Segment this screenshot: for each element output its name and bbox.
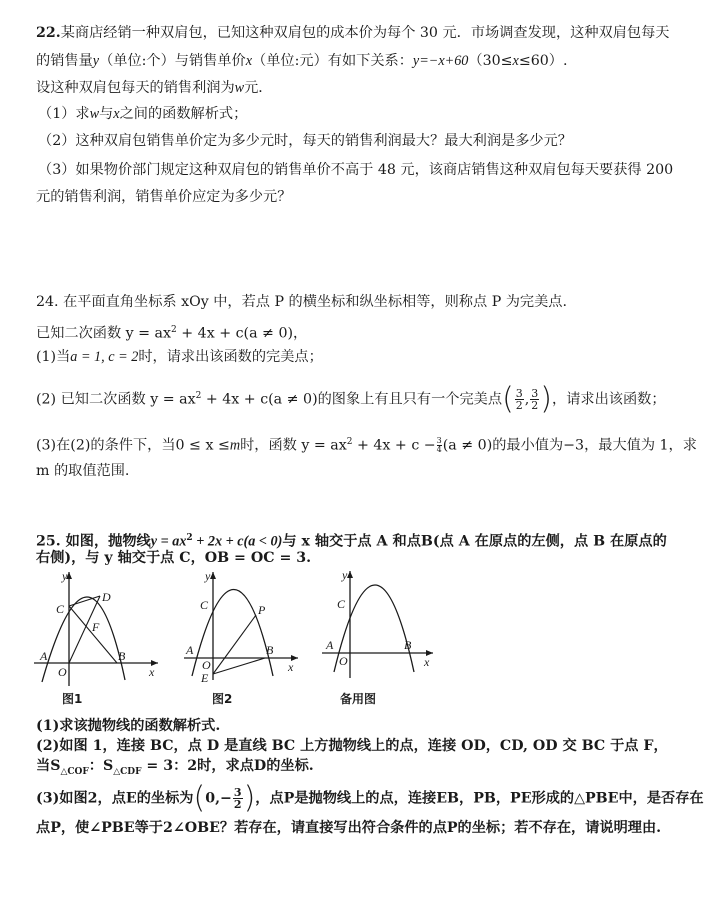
segment-pe (213, 615, 256, 674)
label-c: C (337, 597, 346, 611)
label-o: O (58, 665, 67, 679)
label-b: B (266, 643, 274, 657)
q22-part2: （2）这种双肩包销售单价定为多少元时，每天的销售利润最大？最大利润是多少元？ (38, 133, 572, 149)
label-x: x (288, 660, 294, 674)
label-x: x (424, 655, 430, 669)
left-paren: ( (193, 780, 206, 816)
figure-spare (318, 568, 443, 686)
q22-line3: 设这种双肩包每天的销售利润为w元． (36, 80, 273, 96)
q25-part2-line2: 当$S_{\triangle COF}$：$S_{\triangle CDF} = 3$：2时，求点D的坐标. (36, 758, 314, 777)
q24-part3: (3)在(2)的条件下，当0 ≤ x ≤m时，函数 $y = ax^2 + 4x + c$ − $\frac{3}{4}$ (a ≠ 0)的最小值为−3，最大值为 1，求 (36, 436, 697, 455)
q22-part1: （1）求w与x之间的函数解析式； (38, 106, 248, 122)
q25-line1: 25. 如图，抛物线$y = ax^2 + 2x + c(a < 0)$与 x 轴交于点 A 和点B(点 A 在原点的左侧，点 B 在原点的 (36, 533, 667, 550)
q25-part3-line1: (3)如图2，点E的坐标为(0,− $\frac{3}{2}$ )，点P是抛物线上的点，连接EB，PB，PE形成的△PBE中，是否存在 (36, 780, 704, 816)
q24-part2: (2) 已知二次函数 $y = ax^2 + 4x + c(a \ne 0)$的图象上有且只有一个完美点( $\frac{3}{2}$ , $\frac{3}{2}$ )，请求出该函数； (36, 381, 666, 417)
q22-part3-line2: 元的销售利润，销售单价应定为多少元？ (36, 189, 292, 205)
q22-number: 22. (36, 25, 61, 41)
q25-line2: 右侧)，与 y 轴交于点 C，OB = OC = 3. (36, 550, 312, 566)
q24-line1: 24. 在平面直角坐标系 xOy 中，若点 P 的横坐标和纵坐标相等，则称点 P 为完美点. (36, 294, 568, 310)
q24-part1: (1)当a = 1, c = 2时，请求出该函数的完美点； (36, 349, 323, 365)
label-a: A (186, 643, 194, 657)
q22-part3-line1: （3）如果物价部门规定这种双肩包的销售单价不高于 48 元，该商店销售这种双肩包每天要获得 200 (38, 162, 674, 178)
fraction: $\frac{3}{2}$ (233, 786, 242, 811)
right-paren: ) (540, 381, 553, 417)
segment-bc (69, 606, 117, 663)
label-y: y (205, 569, 211, 583)
q22-line2: 的销售量y（单位:个）与销售单价x（单位:元）有如下关系：y=−x+60（30≤x≤60）. (36, 53, 568, 69)
figure-2-caption: 图2 (212, 692, 233, 706)
segment-eb (213, 658, 265, 674)
fraction: $\frac{3}{2}$ (515, 387, 523, 413)
right-paren: ) (243, 780, 256, 816)
label-a: A (326, 638, 334, 652)
figure-2 (180, 568, 305, 686)
q24-part3-line2: m 的取值范围. (36, 463, 130, 479)
y-axis-arrow-icon (210, 572, 216, 579)
label-a: A (40, 649, 48, 663)
q22-line1: 22.某商店经销一种双肩包，已知这种双肩包的成本价为每个 30 元．市场调查发现，这种双肩包每天 (36, 25, 670, 41)
label-b: B (404, 638, 412, 652)
q25-part2-line1: (2)如图 1，连接 BC，点 D 是直线 BC 上方抛物线上的点，连接 OD，CD, OD 交 BC 于点 F， (36, 738, 668, 754)
figure-1-caption: 图1 (62, 692, 83, 706)
label-y: y (342, 568, 348, 582)
label-c: C (200, 598, 209, 612)
label-d: D (102, 590, 111, 604)
label-b: B (118, 649, 126, 663)
label-o: O (202, 658, 211, 672)
q25-part1: (1)求该抛物线的函数解析式. (36, 718, 221, 734)
label-c: C (56, 602, 65, 616)
fraction: $\frac{3}{4}$ (436, 436, 442, 455)
figure-spare-caption: 备用图 (340, 692, 377, 706)
parabola (42, 597, 125, 682)
label-p: P (258, 603, 266, 617)
fraction: $\frac{3}{2}$ (531, 387, 539, 413)
q25-part3-line2: 点P，使∠PBE等于2∠OBE？若存在，请直接写出符合条件的点P的坐标；若不存在，请说明理由. (36, 820, 662, 836)
label-y: y (62, 569, 68, 583)
label-e: E (201, 671, 209, 685)
label-o: O (339, 654, 348, 668)
left-paren: ( (502, 381, 514, 417)
q24-line2: 已知二次函数 $y = ax^2 + 4x + c(a \ne 0)$， (36, 325, 308, 342)
figure-1 (30, 568, 170, 686)
label-x: x (149, 665, 155, 679)
label-f: F (92, 620, 100, 634)
y-axis-arrow-icon (347, 571, 353, 578)
